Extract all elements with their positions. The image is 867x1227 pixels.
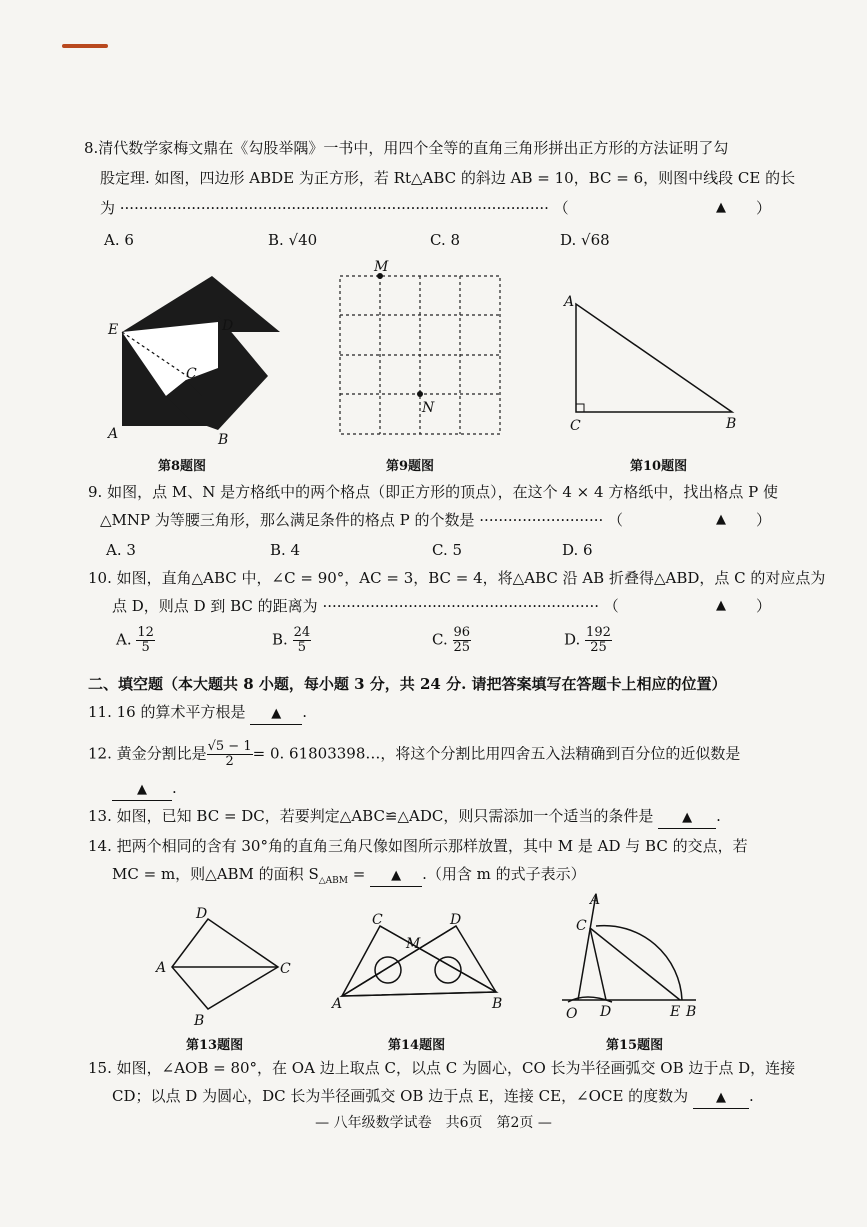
figure-13 [150,905,300,1030]
q10-option-a: A. $\frac{12}{5}$ [116,625,154,655]
q10-answer-triangle: ▲ [716,598,726,613]
q14-line2: MC = m，则△ABM 的面积 $S_{\triangle ABM}$ = ▲ .（用含 m 的式子表示） [112,865,586,886]
q11: 11. 16 的算术平方根是 ▲ . [88,702,307,725]
fig10-label-C: C [570,418,581,434]
fig9-caption: 第9题图 [386,459,435,474]
q9-close-paren: ） [756,511,772,529]
q15-answer-blank: ▲ [693,1088,749,1109]
fig9-label-N: N [422,400,435,416]
fig13-label-A: A [156,960,167,976]
q8-option-a: A. 6 [104,231,134,249]
fig14-label-A: A [332,996,343,1012]
q13-answer-blank: ▲ [658,808,716,829]
fig8-label-A: A [108,426,119,442]
q10-option-c: C. $\frac{96}{25}$ [432,625,471,655]
fig8-top-triangle [122,276,280,332]
q9-answer-triangle: ▲ [716,512,726,527]
fig15-caption: 第15题图 [606,1038,664,1053]
q15-line1: 15. 如图，∠AOB = 80°，在 OA 边上取点 C，以点 C 为圆心，CO 长为半径画弧交 OB 边于点 D，连接 [88,1059,796,1077]
q8-close-paren: ） [756,199,772,217]
q10-line1: 10. 如图，直角△ABC 中，∠C = 90°，AC = 3，BC = 4，将△ABC 沿 AB 折叠得△ABD，点 C 的对应点为 [88,569,826,587]
fig15-large-arc [596,926,682,1000]
figure-14 [330,908,510,1018]
fig14-left-hole [375,957,401,983]
fig10-triangle [576,304,732,412]
q15-line2: CD；以点 D 为圆心，DC 长为半径画弧交 OB 边于点 E，连接 CE，∠OCE 的度数为 ▲ . [112,1086,754,1109]
q9-option-a: A. 3 [106,541,136,559]
q9-option-b: B. 4 [270,541,301,559]
fig13-quadrilateral [172,919,278,1009]
q8-line3: 为 ·························································································· （ [100,199,569,217]
figure-8 [100,268,285,453]
q8-answer-triangle: ▲ [716,200,726,215]
q10-option-d: D. $\frac{192}{25}$ [564,625,611,655]
figure-9 [334,258,504,443]
q8-option-d: D. √68 [560,231,610,249]
q12-answer-blank: ▲ [112,780,172,801]
fig9-point-N [417,391,423,397]
fig15-label-B: B [686,1004,697,1020]
q9-option-d: D. 6 [562,541,593,559]
fig15-ray-oa [578,894,596,1000]
fig10-label-B: B [726,416,737,432]
q9-line1: 9. 如图，点 M、N 是方格纸中的两个格点（即正方形的顶点），在这个 4 × 4 方格纸中，找出格点 P 使 [88,483,778,501]
fig9-grid [340,276,500,434]
figure-15 [556,888,706,1028]
fig13-label-D: D [196,906,208,922]
fig10-label-A: A [564,294,575,310]
fig13-label-B: B [194,1013,205,1029]
q11-answer-blank: ▲ [250,704,302,725]
fig14-label-B: B [492,996,503,1012]
fig15-label-O: O [566,1006,578,1022]
q10-close-paren: ） [756,597,772,615]
fig15-label-D: D [600,1004,612,1020]
q10-line2: 点 D，则点 D 到 BC 的距离为 ·························································· （ [112,597,619,615]
page-footer: — 八年级数学试卷 共6页 第2页 — [315,1115,552,1131]
fig8-label-B: B [218,432,229,448]
fig14-label-M: M [406,936,421,952]
q8-option-b: B. √40 [268,231,318,249]
q10-option-b: B. $\frac{24}{5}$ [272,625,311,655]
fig15-label-E: E [670,1004,681,1020]
fig14-caption: 第14题图 [388,1038,446,1053]
fig9-label-M: M [374,259,389,275]
fig8-label-E: E [108,322,119,338]
fig13-label-C: C [280,961,291,977]
fig13-caption: 第13题图 [186,1038,244,1053]
fig14-line-cb [380,926,496,992]
figure-10 [560,290,750,440]
q13: 13. 如图，已知 BC = DC，若要判定△ABC≌△ADC，则只需添加一个适当的条件是 ▲ . [88,806,721,829]
q8-line2: 股定理. 如图，四边形 ABDE 为正方形，若 Rt△ABC 的斜边 AB = 10，BC = 6，则图中线段 CE 的长 [100,169,796,187]
q12: 12. 黄金分割比是 $\frac{√5 - 1}{2}$ = 0. 61803398…，将这个分割比用四舍五入法精确到百分位的近似数是 [88,739,741,769]
fig14-label-D: D [450,912,462,928]
q8-option-c: C. 8 [430,231,461,249]
red-pen-mark [62,44,108,48]
section2-title: 二、填空题（本大题共 8 小题，每小题 3 分，共 24 分. 请把答案填写在答题卡上相应的位置） [88,675,727,693]
fig8-label-C: C [186,366,197,382]
q8-line1: 8.清代数学家梅文鼎在《勾股举隅》一书中，用四个全等的直角三角形拼出正方形的方法证明了勾 [84,139,729,157]
fig8-label-D: D [222,318,234,334]
q9-line2: △MNP 为等腰三角形，那么满足条件的格点 P 的个数是 ·························· （ [100,511,624,529]
fig10-caption: 第10题图 [630,459,688,474]
q9-option-c: C. 5 [432,541,463,559]
fig8-caption: 第8题图 [158,459,207,474]
q12-answer-line: ▲ . [112,778,177,801]
fig10-right-angle [576,404,584,412]
fig15-label-C: C [576,918,587,934]
q14-line1: 14. 把两个相同的含有 30°角的直角三角尺像如图所示那样放置，其中 M 是 AD 与 BC 的交点，若 [88,837,748,855]
q14-answer-blank: ▲ [370,866,422,887]
fig15-label-A: A [590,892,601,908]
fig14-label-C: C [372,912,383,928]
